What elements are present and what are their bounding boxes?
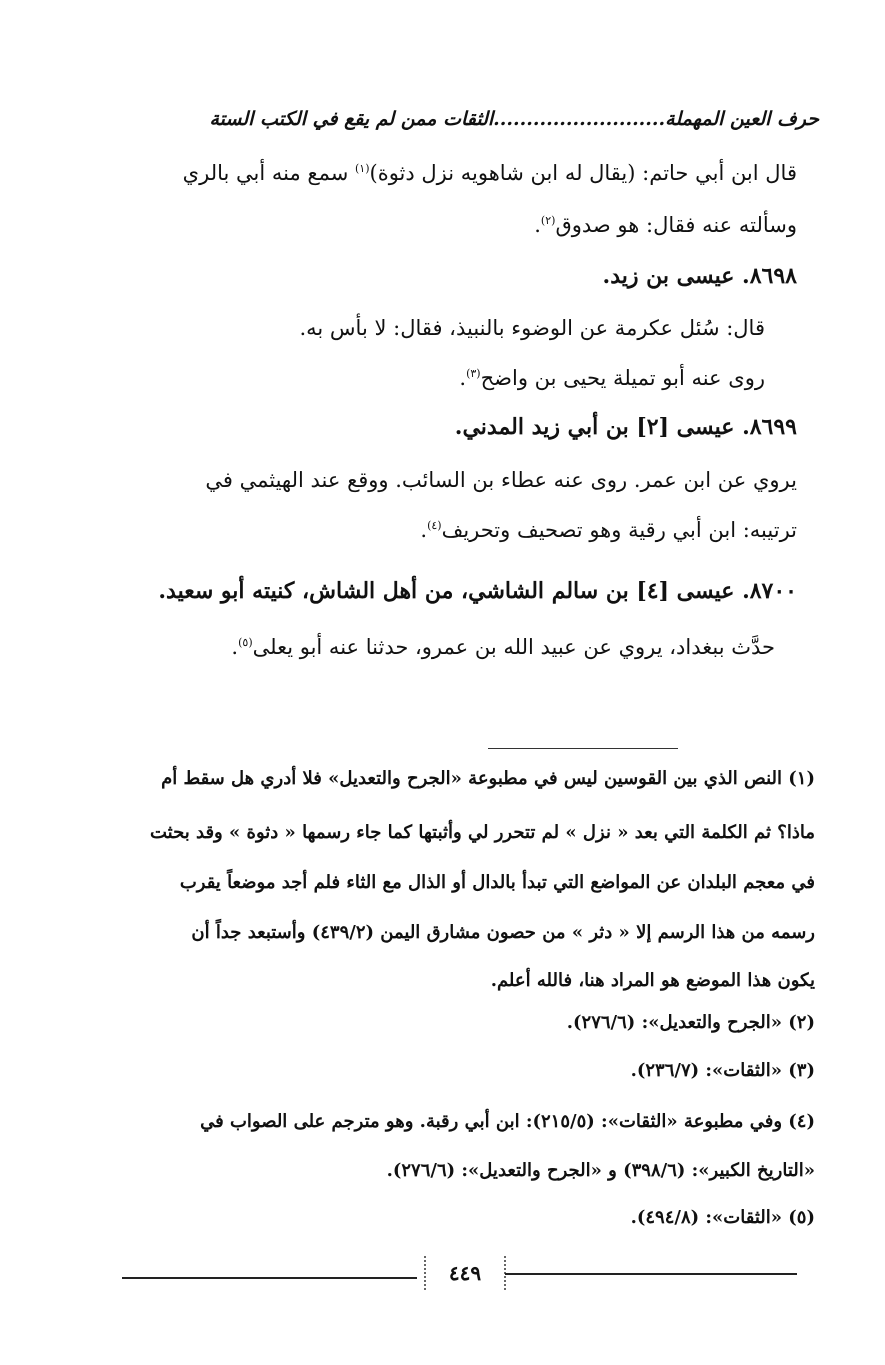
footnote-line: (٢) «الجرح والتعديل»: (٢٧٦/٦). [566, 1012, 815, 1033]
body-text: قال ابن أبي حاتم: (يقال له ابن شاهويه نزل دثوة) [369, 161, 797, 185]
body-line [420, 517, 797, 543]
footnote-ref: (٢) [540, 214, 556, 227]
body-line: يروي عن ابن عمر. روى عنه عطاء بن السائب. ووقع عند الهيثمي في [205, 468, 797, 492]
entry-title: ٨٦٩٨. عيسى بن زيد. [602, 263, 797, 289]
body-text: حدَّث ببغداد، يروي عن عبيد الله بن عمرو، حدثنا عنه أبو يعلى [252, 635, 775, 659]
footnote-ref: (٣) [466, 367, 481, 380]
body-text: . [459, 366, 467, 390]
body-text: . [231, 635, 239, 659]
body-line: قال: سُئل عكرمة عن الوضوء بالنبيذ، فقال: لا بأس به. [299, 316, 765, 340]
body-text: . [420, 518, 428, 542]
footnote-line: (١) النص الذي بين القوسين ليس في مطبوعة «الجرح والتعديل» فلا أدري هل سقط أم [161, 768, 815, 789]
footnote-ref: (١) [354, 162, 370, 175]
body-text: روى عنه أبو تميلة يحيى بن واضح [480, 366, 765, 390]
footnote-line: (٣) «الثقات»: (٢٣٦/٧). [630, 1060, 815, 1081]
body-text: سمع منه أبي بالري [182, 161, 355, 185]
footnote-line: ماذا؟ ثم الكلمة التي بعد « نزل » لم تتحرر لي وأثبتها كما جاء رسمها « دثوة » وقد بحثت [150, 822, 815, 843]
body-text: وسألته عنه فقال: هو صدوق [555, 213, 797, 237]
footnote-line: رسمه من هذا الرسم إلا « دثر » من حصون مشارق اليمن (٤٣٩/٢) وأستبعد جداً أن [191, 922, 815, 943]
body-line [534, 212, 797, 238]
footnote-divider [488, 748, 678, 749]
footnote-line: يكون هذا الموضع هو المراد هنا، فالله أعلم. [490, 970, 815, 991]
footnote-line: في معجم البلدان عن المواضع التي تبدأ بالدال أو الذال مع الثاء فلم أجد موضعاً يقرب [179, 872, 815, 893]
body-text: ترتيبه: ابن أبي رقية وهو تصحيف وتحريف [441, 518, 797, 542]
page-number: ٤٤٩ [424, 1256, 506, 1290]
body-line [459, 365, 765, 391]
running-header: حرف العين المهملة..........................الثقات ممن لم يقع في الكتب الستة [209, 108, 819, 130]
footnote-ref: (٥) [238, 636, 253, 649]
entry-title: ٨٦٩٩. عيسى [٢] بن أبي زيد المدني. [454, 414, 797, 440]
body-text: . [534, 213, 541, 237]
footnote-ref: (٤) [427, 519, 442, 532]
bottom-rule-right [505, 1273, 797, 1275]
footnote-line: (٥) «الثقات»: (٤٩٤/٨). [630, 1207, 815, 1228]
footnote-line: «التاريخ الكبير»: (٣٩٨/٦) و «الجرح والتعديل»: (٢٧٦/٦). [386, 1160, 815, 1181]
footnote-line: (٤) وفي مطبوعة «الثقات»: (٢١٥/٥): ابن أبي رقبة. وهو مترجم على الصواب في [200, 1111, 815, 1132]
body-line [231, 634, 775, 660]
body-line [183, 160, 797, 186]
entry-title: ٨٧٠٠. عيسى [٤] بن سالم الشاشي، من أهل الشاش، كنيته أبو سعيد. [158, 578, 797, 604]
bottom-rule-left [122, 1277, 417, 1279]
